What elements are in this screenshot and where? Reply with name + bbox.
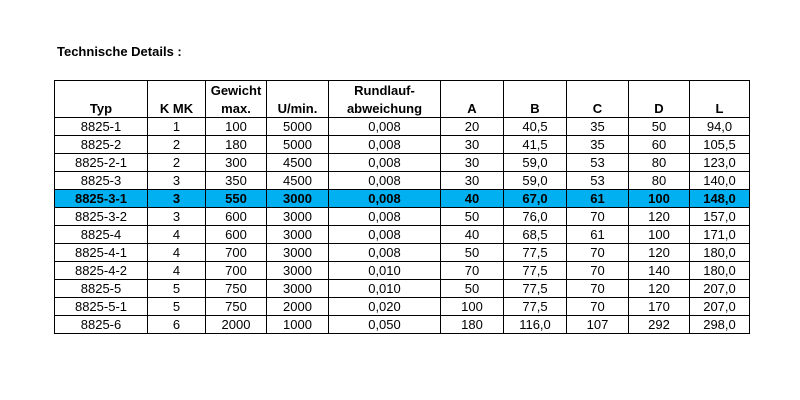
cell-umin: 5000: [267, 136, 329, 154]
cell-d: 100: [629, 226, 690, 244]
cell-d: 60: [629, 136, 690, 154]
cell-d: 50: [629, 118, 690, 136]
cell-b: 77,5: [504, 262, 567, 280]
header-top-cell: [629, 81, 690, 100]
cell-gewicht: 750: [206, 280, 267, 298]
cell-gewicht: 2000: [206, 316, 267, 334]
cell-umin: 2000: [267, 298, 329, 316]
cell-typ: 8825-2: [55, 136, 148, 154]
cell-c: 53: [567, 172, 629, 190]
cell-rundlauf: 0,008: [329, 154, 441, 172]
cell-typ: 8825-3-2: [55, 208, 148, 226]
cell-typ: 8825-3-1: [55, 190, 148, 208]
table-row: [55, 118, 750, 136]
cell-umin: 4500: [267, 172, 329, 190]
cell-umin: 3000: [267, 280, 329, 298]
cell-d: 80: [629, 172, 690, 190]
cell-b: 77,5: [504, 298, 567, 316]
cell-l: 180,0: [690, 244, 750, 262]
cell-gewicht: 700: [206, 262, 267, 280]
cell-typ: 8825-6: [55, 316, 148, 334]
cell-b: 40,5: [504, 118, 567, 136]
cell-d: 140: [629, 262, 690, 280]
header-kmk: K MK: [148, 99, 206, 118]
cell-c: 70: [567, 262, 629, 280]
cell-kmk: 3: [148, 172, 206, 190]
cell-kmk: 2: [148, 136, 206, 154]
cell-a: 100: [441, 298, 504, 316]
header-l: L: [690, 99, 750, 118]
cell-rundlauf: 0,050: [329, 316, 441, 334]
cell-kmk: 5: [148, 298, 206, 316]
header-top-cell: [148, 81, 206, 100]
cell-c: 107: [567, 316, 629, 334]
table-row: [55, 298, 750, 316]
header-top-cell: [441, 81, 504, 100]
cell-kmk: 2: [148, 154, 206, 172]
cell-umin: 1000: [267, 316, 329, 334]
cell-typ: 8825-5: [55, 280, 148, 298]
cell-rundlauf: 0,008: [329, 172, 441, 190]
cell-typ: 8825-2-1: [55, 154, 148, 172]
table-row: [55, 154, 750, 172]
cell-gewicht: 600: [206, 208, 267, 226]
header-rundlauf: abweichung: [329, 99, 441, 118]
cell-d: 120: [629, 280, 690, 298]
cell-typ: 8825-5-1: [55, 298, 148, 316]
cell-a: 50: [441, 208, 504, 226]
cell-gewicht: 350: [206, 172, 267, 190]
header-a: A: [441, 99, 504, 118]
cell-c: 70: [567, 298, 629, 316]
cell-b: 116,0: [504, 316, 567, 334]
cell-typ: 8825-1: [55, 118, 148, 136]
table-row: [55, 136, 750, 154]
cell-l: 148,0: [690, 190, 750, 208]
cell-b: 67,0: [504, 190, 567, 208]
cell-typ: 8825-4: [55, 226, 148, 244]
cell-kmk: 4: [148, 226, 206, 244]
cell-kmk: 6: [148, 316, 206, 334]
cell-d: 120: [629, 244, 690, 262]
header-c: C: [567, 99, 629, 118]
header-row-top: [55, 81, 750, 100]
cell-typ: 8825-4-2: [55, 262, 148, 280]
cell-gewicht: 600: [206, 226, 267, 244]
cell-c: 70: [567, 280, 629, 298]
cell-gewicht: 750: [206, 298, 267, 316]
table-row: [55, 208, 750, 226]
cell-c: 53: [567, 154, 629, 172]
cell-l: 207,0: [690, 280, 750, 298]
cell-a: 30: [441, 136, 504, 154]
cell-gewicht: 550: [206, 190, 267, 208]
cell-umin: 3000: [267, 244, 329, 262]
table-header: [55, 81, 750, 118]
cell-b: 59,0: [504, 154, 567, 172]
table-row: [55, 262, 750, 280]
cell-rundlauf: 0,008: [329, 208, 441, 226]
cell-kmk: 5: [148, 280, 206, 298]
cell-kmk: 4: [148, 244, 206, 262]
cell-b: 59,0: [504, 172, 567, 190]
table-row-highlighted: [55, 190, 750, 208]
header-top-cell: [267, 81, 329, 100]
cell-a: 40: [441, 190, 504, 208]
cell-c: 61: [567, 190, 629, 208]
header-top-cell: [504, 81, 567, 100]
table-row: [55, 280, 750, 298]
cell-c: 35: [567, 118, 629, 136]
cell-l: 298,0: [690, 316, 750, 334]
cell-l: 180,0: [690, 262, 750, 280]
table-row: [55, 244, 750, 262]
cell-b: 68,5: [504, 226, 567, 244]
header-top-cell: [55, 81, 148, 100]
cell-rundlauf: 0,008: [329, 226, 441, 244]
cell-umin: 5000: [267, 118, 329, 136]
cell-rundlauf: 0,008: [329, 190, 441, 208]
cell-l: 123,0: [690, 154, 750, 172]
cell-c: 61: [567, 226, 629, 244]
cell-rundlauf: 0,008: [329, 136, 441, 154]
cell-l: 207,0: [690, 298, 750, 316]
cell-b: 41,5: [504, 136, 567, 154]
section-title: Technische Details :: [57, 44, 182, 59]
cell-umin: 3000: [267, 208, 329, 226]
cell-umin: 3000: [267, 190, 329, 208]
cell-l: 105,5: [690, 136, 750, 154]
cell-l: 94,0: [690, 118, 750, 136]
cell-a: 70: [441, 262, 504, 280]
table-row: [55, 226, 750, 244]
header-top-cell: [690, 81, 750, 100]
cell-gewicht: 100: [206, 118, 267, 136]
cell-a: 20: [441, 118, 504, 136]
table-row: [55, 172, 750, 190]
header-top-cell: [567, 81, 629, 100]
cell-d: 80: [629, 154, 690, 172]
cell-typ: 8825-3: [55, 172, 148, 190]
cell-b: 76,0: [504, 208, 567, 226]
table-row: [55, 316, 750, 334]
cell-b: 77,5: [504, 280, 567, 298]
cell-a: 180: [441, 316, 504, 334]
cell-rundlauf: 0,010: [329, 280, 441, 298]
cell-l: 157,0: [690, 208, 750, 226]
cell-kmk: 3: [148, 190, 206, 208]
header-b: B: [504, 99, 567, 118]
cell-gewicht: 300: [206, 154, 267, 172]
cell-d: 170: [629, 298, 690, 316]
cell-d: 120: [629, 208, 690, 226]
cell-gewicht: 700: [206, 244, 267, 262]
header-top-cell: Rundlauf-: [329, 81, 441, 100]
cell-rundlauf: 0,020: [329, 298, 441, 316]
cell-c: 70: [567, 244, 629, 262]
cell-a: 30: [441, 154, 504, 172]
cell-typ: 8825-4-1: [55, 244, 148, 262]
cell-b: 77,5: [504, 244, 567, 262]
cell-kmk: 3: [148, 208, 206, 226]
cell-gewicht: 180: [206, 136, 267, 154]
header-umin: U/min.: [267, 99, 329, 118]
header-row-bottom: [55, 99, 750, 118]
header-top-cell: Gewicht: [206, 81, 267, 100]
cell-a: 50: [441, 244, 504, 262]
cell-rundlauf: 0,010: [329, 262, 441, 280]
cell-d: 100: [629, 190, 690, 208]
cell-c: 35: [567, 136, 629, 154]
cell-l: 140,0: [690, 172, 750, 190]
table-body: [55, 118, 750, 334]
header-d: D: [629, 99, 690, 118]
cell-kmk: 4: [148, 262, 206, 280]
cell-l: 171,0: [690, 226, 750, 244]
technical-details-table: [54, 80, 750, 334]
cell-umin: 4500: [267, 154, 329, 172]
cell-a: 30: [441, 172, 504, 190]
cell-d: 292: [629, 316, 690, 334]
cell-a: 40: [441, 226, 504, 244]
cell-rundlauf: 0,008: [329, 118, 441, 136]
cell-umin: 3000: [267, 262, 329, 280]
header-typ: Typ: [55, 99, 148, 118]
cell-a: 50: [441, 280, 504, 298]
cell-kmk: 1: [148, 118, 206, 136]
cell-umin: 3000: [267, 226, 329, 244]
cell-rundlauf: 0,008: [329, 244, 441, 262]
cell-c: 70: [567, 208, 629, 226]
header-gewicht: max.: [206, 99, 267, 118]
